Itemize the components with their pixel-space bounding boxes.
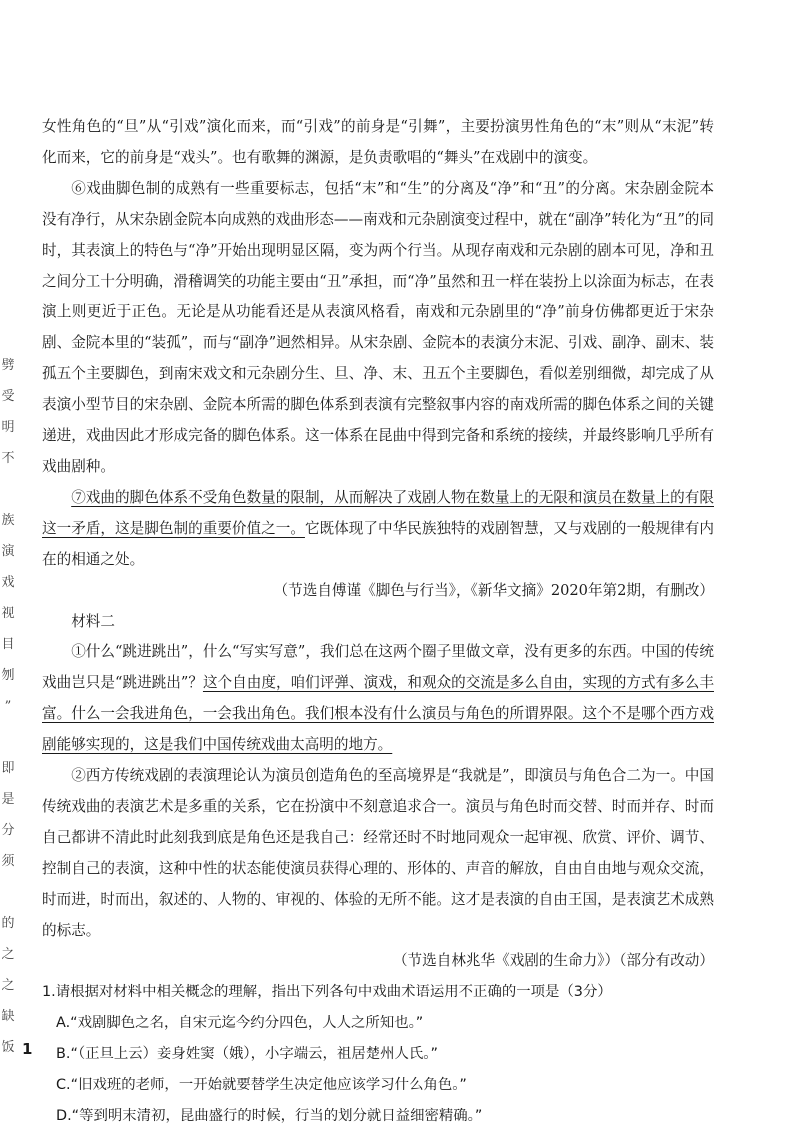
margin-char: 受 [1,389,15,404]
margin-char: 不 [1,451,15,466]
margin-char: 是 [1,792,15,807]
material-2-heading: 材料二 [71,612,115,630]
paragraph-continued: 女性角色的“旦”从“引戏”演化而来，而“引戏”的前身是“引舞”，主要扮演男性角色的“末”则从“末泥”转化而来，它的前身是“戏头”。也有歌舞的渊源，是负责歌唱的“舞头”在戏剧中的演变。 [42,118,714,166]
question-stem: 1.请根据对材料中相关概念的理解，指出下列各句中戏曲术语运用不正确的一项是（3分） [42,984,612,1001]
paragraph-6: ⑥戏曲脚色制的成熟有一些重要标志，包括“末”和“生”的分离及“净”和“丑”的分离。宋杂剧金院本没有净行，从宋杂剧金院本向成熟的戏曲形态——南戏和元杂剧演变过程中，就在“副净”转化为“丑”的同时，其表演上的特色与“净”开始出现明显区隔，变为两个行当。从现存南戏和元杂剧的剧本可见，净和丑之间分工十分明确，滑稽调笑的功能主要由“丑”承担，而“净”虽然和丑一样在装扮上以涂面为标志，在表演上则更近于正色。无论是从功能看还是从表演风格看，南戏和元杂剧里的“净”前身仿佛都更近于宋杂剧、金院本里的“装孤”，而与“副净”迥然相异。从宋杂剧、金院本的表演分末泥、引戏、副净、副末、装孤五个主要脚色，到南宋戏文和元杂剧分生、旦、净、末、丑五个主要脚色，看似差别细微，却完成了从表演小型节目的宋杂剧、金院本所需的脚色体系到表演有完整叙事内容的南戏所需的脚色体系之间的关键递进，戏曲因此才形成完备的脚色体系。这一体系在昆曲中得到完备和系统的接续，并最终影响几乎所有戏曲剧种。 [42,179,714,475]
option-c: C.“旧戏班的老师，一开始就要替学生决定他应该学习什么角色。” [56,1077,467,1094]
margin-char: 刎 [1,668,15,683]
margin-char [0,722,16,753]
margin-char: 的 [1,916,15,931]
margin-char [0,877,16,908]
margin-char: 明 [1,420,15,435]
material-2-paragraph-2: ②西方传统戏剧的表演理论认为演员创造角色的至高境界是“我就是”，即演员与角色合二为一。中国传统戏曲的表演艺术是多重的关系，它在扮演中不刻意追求合一。演员与角色时而交替、时而并存、时而自己都讲不清此时此刻我到底是角色还是我自己：经常还时不时地同观众一起审视、欣赏、评价、调节、控制自己的表演，这种中性的状态能使演员获得心理的、形体的、声音的解放，自由自由地与观众交流，时而进，时而出，叙述的、人物的、审视的、体验的无所不能。这才是表演的自由王国，是表演艺术成熟的标志。 [42,767,714,939]
material-2-source: （节选自林兆华《戏剧的生命力》）（部分有改动） [392,952,714,970]
margin-char: 缺 [1,1009,15,1024]
left-margin-bleed-text [0,350,16,1063]
margin-char [0,474,16,505]
material-1-source: （节选自傅谨《脚色与行当》，《新华文摘》2020年第2期，有删改） [273,581,714,599]
paragraph-7 [42,483,714,576]
material-2-paragraph-1-text: ①什么“跳进跳出”，什么“写实写意”，我们总在这两个圈子里做文章，没有更多的东西。中国的传统戏曲岂只是“跳进跳出”？ [42,643,714,692]
option-d: D.“等到明末清初，昆曲盛行的时候，行当的划分就日益细密精确。” [56,1108,483,1124]
margin-char: 目 [1,637,15,652]
margin-char: 演 [1,544,15,559]
option-a: A.“戏剧脚色之名，自宋元迄今约分四色，人人之所知也。” [56,1015,424,1032]
margin-char: 分 [1,823,15,838]
margin-char: 之 [1,978,15,993]
paragraph-7-rest: 它既体现了中华民族独特的戏剧智慧，又与戏剧的一般规律有内在的相通之处。 [42,519,714,568]
material-2-paragraph-1 [42,637,714,761]
margin-char: 之 [1,947,15,962]
margin-char: 饭 [1,1040,15,1055]
margin-char: 即 [1,761,15,776]
margin-char: 须 [1,854,15,869]
article-content [42,112,714,1132]
option-b: B.“（正旦上云）妾身姓窦（娥），小字端云，祖居楚州人氏。” [56,1046,438,1063]
margin-char: 族 [1,513,15,528]
material-2-paragraph-1-underlined: 这个自由度，咱们评弹、演戏，和观众的交流是多么自由，实现的方式有多么丰富。什么一会我进角色，一会我出角色。我们根本没有什么演员与角色的所谓界限。这个不是哪个西方戏剧能够实现的，这是我们中国传统戏曲太高明的地方。 [42,674,714,754]
page-number: 1 [22,1040,33,1058]
margin-char: ” [4,699,12,714]
margin-char: 视 [1,606,15,621]
paragraph-7-underlined: ⑦戏曲的脚色体系不受角色数量的限制，从而解决了戏剧人物在数量上的无限和演员在数量上的有限这一矛盾，这是脚色制的重要价值之一。 [42,488,714,537]
margin-char: 戏 [1,575,15,590]
margin-char: 劈 [1,358,15,373]
